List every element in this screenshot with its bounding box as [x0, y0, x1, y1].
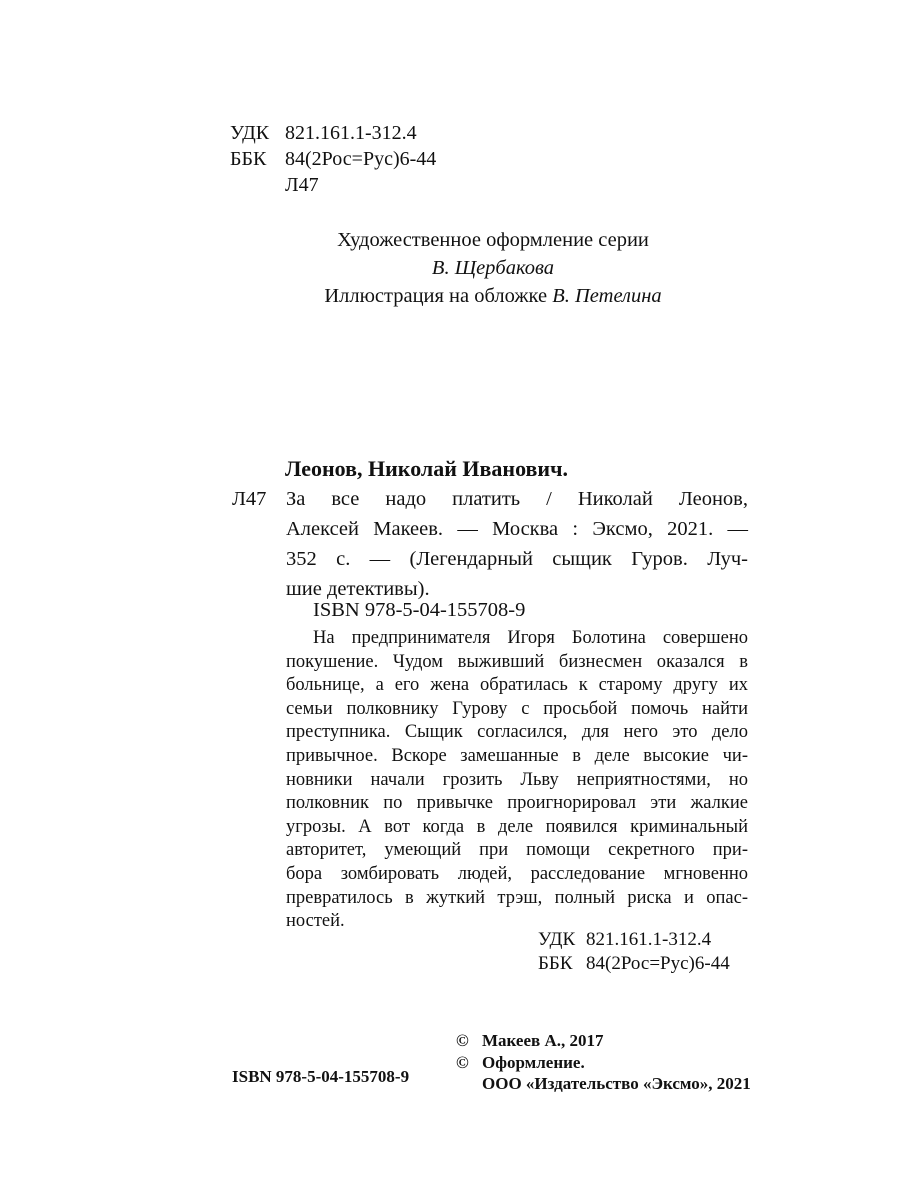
classification-block-bottom	[538, 928, 730, 976]
copyright-row	[456, 1052, 751, 1074]
udk-row-bottom	[538, 928, 730, 952]
annotation-line: больнице, а его жена обратилась к старому другу их	[286, 675, 748, 696]
annotation-line: покушение. Чудом выживший бизнесмен оказался в	[286, 651, 748, 672]
annotation-line: угрозы. А вот когда в деле появился криминальный	[286, 816, 748, 837]
record-isbn: ISBN 978-5-04-155708-9	[313, 599, 526, 621]
cover-illustration-line	[0, 282, 900, 310]
classification-block	[230, 120, 436, 198]
annotation-line: бора зомбировать людей, расследование мгновенно	[286, 863, 748, 884]
bbk-value: 84(2Рос=Рус)6-44	[285, 148, 437, 170]
annotation-line: привычное. Вскоре замешанные в деле высокие чи-	[286, 745, 748, 766]
copyright-symbol: ©	[456, 1052, 469, 1072]
bbk-value-bottom: 84(2Рос=Рус)6-44	[586, 953, 730, 974]
series-designer: В. Щербакова	[431, 257, 555, 279]
annotation-line: авторитет, умеющий при помощи секретного при-	[286, 840, 748, 861]
copyright-row	[456, 1073, 751, 1095]
udk-label: УДК	[230, 122, 270, 144]
author-heading: Леонов, Николай Иванович.	[285, 456, 569, 481]
footer-isbn: ISBN 978-5-04-155708-9	[232, 1067, 410, 1086]
cover-illustrator: В. Петелина	[552, 285, 662, 307]
copyright-text: Оформление.	[482, 1052, 585, 1072]
udk-value-bottom: 821.161.1-312.4	[586, 929, 712, 950]
description-line: шие детективы).	[286, 578, 430, 600]
udk-label-bottom: УДК	[538, 929, 576, 950]
bbk-row-bottom	[538, 952, 730, 976]
description-line: 352 с. — (Легендарный сыщик Гуров. Луч-	[286, 548, 748, 570]
copyright-text: Макеев А., 2017	[482, 1031, 604, 1050]
description-line: Алексей Макеев. — Москва : Эксмо, 2021. —	[286, 518, 748, 540]
annotation-line: преступника. Сыщик согласился, для него это дело	[286, 722, 748, 743]
description-line: За все надо платить / Николай Леонов,	[286, 488, 748, 510]
copyright-row	[456, 1030, 751, 1052]
author-mark-row	[230, 172, 436, 198]
annotation-line: превратилось в жуткий трэш, полный риска и опас-	[286, 887, 748, 908]
annotation-line: На предпринимателя Игоря Болотина совершено	[313, 628, 748, 648]
author-mark: Л47	[285, 174, 319, 196]
series-design-line: Художественное оформление серии	[337, 229, 649, 251]
bbk-label: ББК	[230, 148, 267, 170]
udk-row	[230, 120, 436, 146]
udk-value: 821.161.1-312.4	[285, 122, 417, 144]
bbk-label-bottom: ББК	[538, 953, 573, 974]
annotation-line: новники начали грозить Льву неприятностями, но	[286, 769, 748, 790]
copyright-block	[456, 1030, 751, 1095]
annotation-line: ностей.	[286, 911, 345, 932]
annotation-line: полковник по привычке проигнорировал эти жалкие	[286, 793, 748, 814]
copyright-text: ООО «Издательство «Эксмо», 2021	[482, 1074, 751, 1093]
copyright-symbol: ©	[456, 1031, 469, 1050]
cover-illustration-prefix: Иллюстрация на обложке	[324, 285, 553, 307]
shelf-code: Л47	[232, 488, 267, 510]
bibliographic-description	[286, 484, 748, 604]
bbk-row	[230, 146, 436, 172]
credits-block	[0, 226, 900, 310]
annotation	[286, 627, 748, 934]
annotation-line: семьи полковнику Гурову с просьбой помочь найти	[286, 698, 748, 719]
